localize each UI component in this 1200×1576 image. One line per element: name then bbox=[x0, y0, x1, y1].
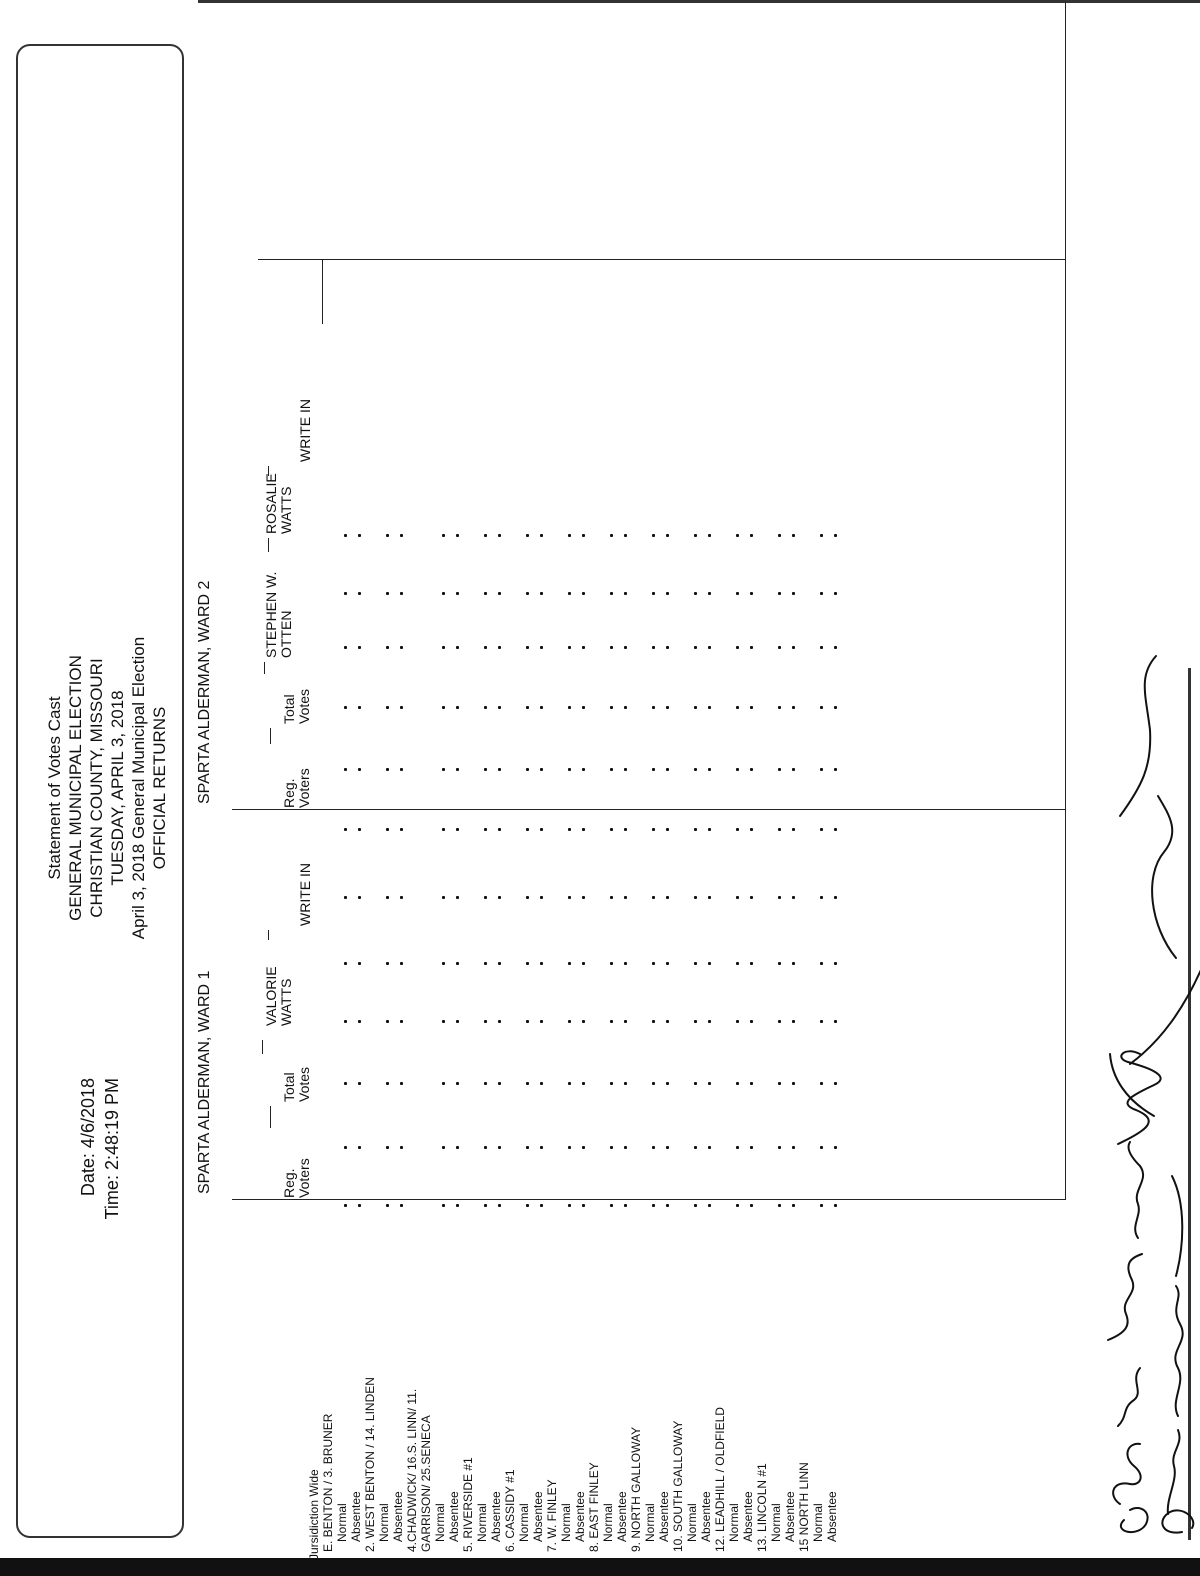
row-label-jurisdiction: GARRISON/ 25.SENECA bbox=[419, 1415, 433, 1552]
row-label-vote-type: Absentee bbox=[391, 1491, 405, 1542]
row-label-vote-type: Absentee bbox=[447, 1491, 461, 1542]
row-label-vote-type: Normal bbox=[643, 1503, 657, 1542]
row-label-jurisdiction: 2. WEST BENTON / 14. LINDEN bbox=[363, 1377, 377, 1552]
col-header-ward2-total-votes: Total Votes bbox=[281, 688, 312, 724]
row-label-jurisdiction: 7. W. FINLEY bbox=[545, 1479, 559, 1552]
row-label-vote-type: Absentee bbox=[615, 1491, 629, 1542]
col-header-ward1-total-votes: Total Votes bbox=[281, 1066, 312, 1102]
col-header-ward2-reg-voters: Reg. Voters bbox=[281, 768, 312, 808]
row-label-vote-type: Normal bbox=[517, 1503, 531, 1542]
row-label-vote-type: Absentee bbox=[489, 1491, 503, 1542]
col-header-ward1-write-in: WRITE IN bbox=[297, 863, 313, 926]
row-label-jurisdiction: 15 NORTH LINN bbox=[797, 1462, 811, 1552]
title-line: Statement of Votes Cast bbox=[45, 696, 64, 880]
col-header-ward1-reg-voters: Reg. Voters bbox=[281, 1158, 312, 1198]
row-label-vote-type: Normal bbox=[769, 1503, 783, 1542]
row-label-vote-type: Absentee bbox=[825, 1491, 839, 1542]
contest-title-ward-1: SPARTA ALDERMAN, WARD 1 bbox=[196, 970, 213, 1194]
row-label-vote-type: Normal bbox=[559, 1503, 573, 1542]
row-label-jurisdiction: 8. EAST FINLEY bbox=[587, 1462, 601, 1552]
title-line: TUESDAY, APRIL 3, 2018 bbox=[108, 690, 127, 886]
row-label-jurisdiction: 9. NORTH GALLOWAY bbox=[629, 1426, 643, 1552]
row-label-jurisdiction: 12. LEADHILL / OLDFIELD bbox=[713, 1407, 727, 1552]
contest-title-ward-2: SPARTA ALDERMAN, WARD 2 bbox=[196, 580, 213, 804]
row-label-jurisdiction: 10. SOUTH GALLOWAY bbox=[671, 1420, 685, 1552]
title-line: OFFICIAL RETURNS bbox=[150, 706, 169, 870]
row-label-jurisdiction: 6. CASSIDY #1 bbox=[503, 1469, 517, 1552]
report-time: Time: 2:48:19 PM bbox=[102, 1078, 122, 1220]
title-line: April 3, 2018 General Municipal Election bbox=[129, 636, 148, 940]
row-label-vote-type: Normal bbox=[685, 1503, 699, 1542]
col-header-ward2-stephen-otten: STEPHEN W. OTTEN bbox=[263, 571, 294, 658]
title-line: GENERAL MUNICIPAL ELECTION bbox=[66, 655, 85, 921]
row-label-vote-type: Normal bbox=[811, 1503, 825, 1542]
col-header-ward2-write-in: WRITE IN bbox=[297, 399, 313, 462]
row-label-vote-type: Normal bbox=[377, 1503, 391, 1542]
col-header-ward1-valorie-watts: VALORIE WATTS bbox=[263, 966, 294, 1026]
row-label-jurisdiction: 4.CHADWICK/ 16.S. LINN/ 11. bbox=[405, 1388, 419, 1552]
row-label-jurisdiction: E. BENTON / 3. BRUNER bbox=[321, 1413, 335, 1552]
row-label-vote-type: Absentee bbox=[699, 1491, 713, 1542]
row-label-vote-type: Absentee bbox=[349, 1491, 363, 1542]
row-label-vote-type: Absentee bbox=[657, 1491, 671, 1542]
row-label-vote-type: Absentee bbox=[783, 1491, 797, 1542]
row-label-jurisdiction: Jursidiction Wide bbox=[307, 1469, 321, 1560]
row-label-vote-type: Normal bbox=[727, 1503, 741, 1542]
row-label-jurisdiction: 5. RIVERSIDE #1 bbox=[461, 1457, 475, 1552]
row-label-vote-type: Absentee bbox=[531, 1491, 545, 1542]
title-line: CHRISTIAN COUNTY, MISSOURI bbox=[87, 658, 106, 918]
row-label-vote-type: Normal bbox=[475, 1503, 489, 1542]
row-label-jurisdiction: 13. LINCOLN #1 bbox=[755, 1463, 769, 1552]
col-header-ward2-rosalie-watts: ROSALIE WATTS bbox=[263, 473, 294, 534]
row-label-vote-type: Normal bbox=[601, 1503, 615, 1542]
row-label-vote-type: Absentee bbox=[573, 1491, 587, 1542]
row-label-vote-type: Normal bbox=[433, 1503, 447, 1542]
report-date: Date: 4/6/2018 bbox=[78, 1078, 98, 1197]
row-label-vote-type: Normal bbox=[335, 1503, 349, 1542]
row-label-vote-type: Absentee bbox=[741, 1491, 755, 1542]
